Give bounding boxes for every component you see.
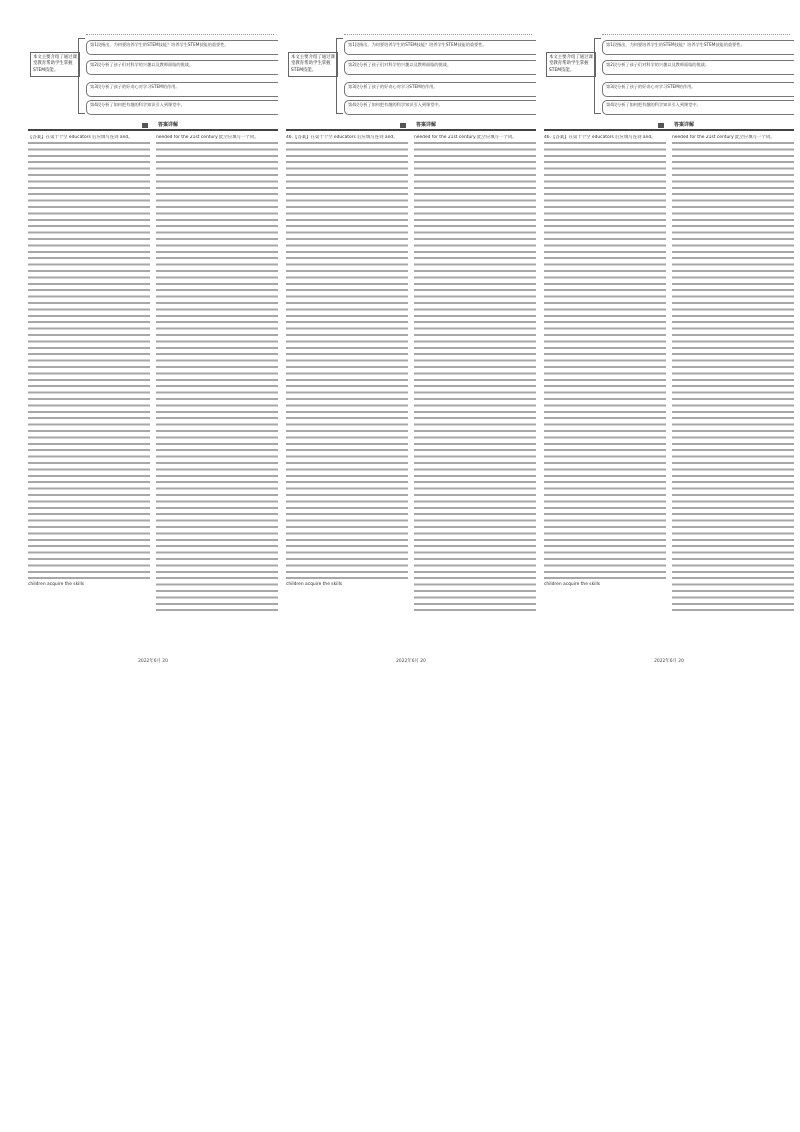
question-tail: children acquire the skills xyxy=(544,582,601,588)
body-text-lines xyxy=(28,142,150,582)
mind-map-summary: 本文主要介绍了通过课堂教育帮助学生掌握STEM技能。 xyxy=(546,52,596,77)
divider xyxy=(344,34,532,35)
divider xyxy=(86,34,274,35)
paragraph-start: 46.【答案】在第十个空 educators 后应填写连词 and。 xyxy=(544,135,656,140)
divider xyxy=(602,34,790,35)
section-title: 答案详解 xyxy=(673,122,694,128)
mind-map-item-2: 第2段分析了孩子们对科学的兴趣以及教师面临的挑战。 xyxy=(86,60,278,75)
page-footer: 2022年6月 20 xyxy=(654,659,684,664)
body-text-lines xyxy=(414,142,536,612)
mind-map-item-4: 第4段分析了如何把有趣的科学知识引入到课堂中。 xyxy=(86,100,278,115)
answer-panel-1 xyxy=(28,30,278,670)
page-footer: 2022年6月 20 xyxy=(138,659,168,664)
section-title: 答案详解 xyxy=(157,122,178,128)
answer-panel-2 xyxy=(286,30,536,670)
body-text-lines xyxy=(286,142,408,582)
text-column-right xyxy=(672,135,794,650)
mind-map-item-3: 第3段分析了孩子的好奇心对学习STEM的作用。 xyxy=(602,82,794,97)
header-mark-icon xyxy=(142,123,148,128)
text-column-left xyxy=(544,135,666,650)
mind-map-item-2: 第2段分析了孩子们对科学的兴趣以及教师面临的挑战。 xyxy=(344,60,536,75)
mind-map-item-1: 第1段指出，为何要培养学生的STEM技能？培养学生STEM技能的重要性。 xyxy=(86,40,278,55)
text-column-right xyxy=(414,135,536,650)
paragraph-start: 46.【答案】在第十个空 educators 后应填写连词 and。 xyxy=(286,135,398,140)
text-column-left xyxy=(286,135,408,650)
page-footer: 2022年6月 20 xyxy=(396,659,426,664)
mind-map xyxy=(286,30,536,116)
body-text-lines xyxy=(672,142,794,612)
mind-map-item-2: 第2段分析了孩子们对科学的兴趣以及教师面临的挑战。 xyxy=(602,60,794,75)
section-header xyxy=(286,118,536,131)
body-text-lines xyxy=(544,142,666,582)
section-header xyxy=(28,118,278,131)
paragraph-start: needed for the 21st century 此空应填写一个词。 xyxy=(414,135,517,140)
mind-map-item-1: 第1段指出，为何要培养学生的STEM技能？培养学生STEM技能的重要性。 xyxy=(344,40,536,55)
mind-map-brace xyxy=(594,38,601,114)
question-tail: children acquire the skills xyxy=(286,582,343,588)
mind-map-brace xyxy=(336,38,343,114)
mind-map-brace xyxy=(78,38,85,114)
mind-map-item-1: 第1段指出，为何要培养学生的STEM技能？培养学生STEM技能的重要性。 xyxy=(602,40,794,55)
section-header xyxy=(544,118,794,131)
mind-map xyxy=(28,30,278,116)
mind-map-item-4: 第4段分析了如何把有趣的科学知识引入到课堂中。 xyxy=(344,100,536,115)
paragraph-start: 【答案】在第十个空 educators 后应填写连词 and。 xyxy=(28,135,133,140)
mind-map-item-4: 第4段分析了如何把有趣的科学知识引入到课堂中。 xyxy=(602,100,794,115)
paragraph-start: needed for the 21st century 此空应填写一个词。 xyxy=(672,135,775,140)
mind-map-summary: 本文主要介绍了通过课堂教育帮助学生掌握STEM技能。 xyxy=(288,52,338,77)
header-mark-icon xyxy=(400,123,406,128)
paragraph-start: needed for the 21st century 此空应填写一个词。 xyxy=(156,135,259,140)
text-column-left xyxy=(28,135,150,650)
body-text-lines xyxy=(156,142,278,612)
mind-map xyxy=(544,30,794,116)
question-tail: children acquire the skills xyxy=(28,582,85,588)
section-title: 答案详解 xyxy=(415,122,436,128)
mind-map-summary: 本文主要介绍了通过课堂教育帮助学生掌握STEM技能。 xyxy=(30,52,80,77)
header-mark-icon xyxy=(658,123,664,128)
text-column-right xyxy=(156,135,278,650)
mind-map-item-3: 第3段分析了孩子的好奇心对学习STEM的作用。 xyxy=(86,82,278,97)
mind-map-item-3: 第3段分析了孩子的好奇心对学习STEM的作用。 xyxy=(344,82,536,97)
answer-panel-3 xyxy=(544,30,794,670)
